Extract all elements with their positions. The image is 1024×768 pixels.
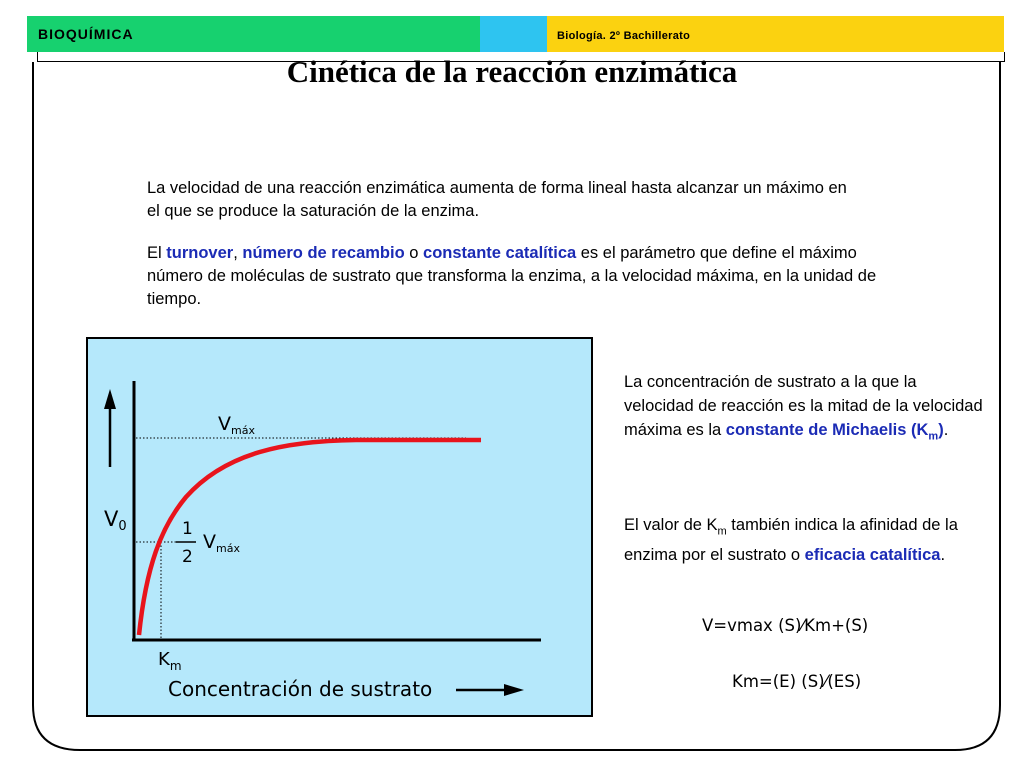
page-title: Cinética de la reacción enzimática — [286, 54, 738, 89]
x-axis-label: Concentración de sustrato — [168, 677, 433, 701]
y-arrow-icon — [104, 389, 116, 409]
text: ) — [938, 421, 944, 439]
text: La concentración de sustrato a la que la velocidad de reacción es la mitad de la velocidad máxima es la — [624, 373, 983, 439]
v0-label: V0 — [104, 507, 127, 534]
km-label: $K_m$ — [158, 649, 182, 673]
x-arrow-icon — [504, 684, 524, 696]
subject-label: BIOQUÍMICA — [38, 26, 134, 42]
km-definition — [624, 370, 984, 448]
course-label: Biología. 2º Bachillerato — [557, 30, 691, 42]
text: . — [940, 546, 946, 565]
half-vmax-label: $V_{máx}$ — [203, 531, 240, 555]
text: El — [147, 244, 167, 262]
text: también indica la afinidad de la enzima por el sustrato o — [624, 516, 958, 565]
vmax-label: $V_{máx}$ — [218, 413, 255, 437]
text: El valor de K — [624, 516, 718, 534]
michaelis-menten-formula: V=vmax (S)⁄Km+(S) — [702, 616, 869, 635]
term-recambio: número de recambio — [242, 244, 405, 262]
subscript: m — [928, 430, 939, 443]
intro-paragraph: La velocidad de una reacción enzimática aumenta de forma lineal hasta alcanzar un máximo en el que se produce la saturación de la enzima. — [147, 179, 847, 220]
text: , — [233, 244, 243, 262]
text: es el parámetro que define el máximo número de moléculas de sustrato que transforma la enzima, a la velocidad máxima, en la unidad de tiempo. — [147, 244, 877, 308]
km-formula: Km=(E) (S)⁄(ES) — [732, 672, 862, 691]
km-affinity — [624, 513, 984, 567]
subscript: m — [717, 525, 727, 538]
text: o — [404, 244, 424, 262]
term-constante-michaelis — [725, 421, 944, 443]
half-denominator: 2 — [182, 547, 193, 567]
turnover-paragraph — [147, 242, 887, 311]
half-numerator: 1 — [182, 519, 193, 539]
term-constante-catalitica: constante catalítica — [423, 244, 577, 262]
term-eficacia-catalitica: eficacia catalítica — [804, 546, 941, 565]
term-turnover: turnover — [166, 244, 234, 262]
text: . — [943, 421, 949, 439]
text: constante de Michaelis (K — [725, 421, 929, 439]
michaelis-menten-graph — [86, 337, 593, 717]
